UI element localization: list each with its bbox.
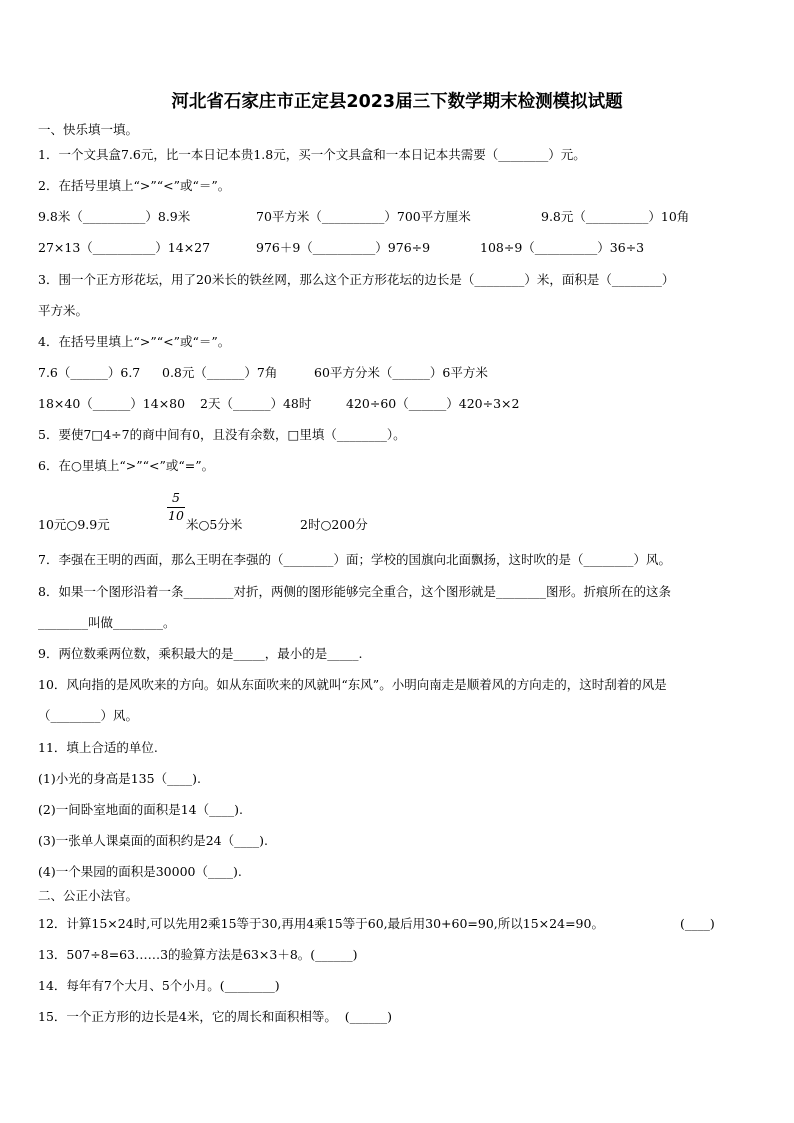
- fraction-numerator: 5: [172, 490, 180, 505]
- question-6: 6．在○里填上“>”“<”或“=”。: [38, 458, 215, 473]
- q6-item: 10元○9.9元: [38, 517, 110, 532]
- question-14: 14．每年有7个大月、5个小月。(________): [38, 978, 280, 993]
- question-2: 2．在括号里填上“>”“<”或“＝”。: [38, 178, 231, 193]
- q2-item: 976＋9（__________）976÷9: [256, 240, 431, 255]
- q11-item: (1)小光的身高是135（____).: [38, 771, 201, 786]
- q2-item: 27×13（__________）14×27: [38, 240, 211, 255]
- q2-item: 70平方米（__________）700平方厘米: [256, 209, 471, 224]
- question-12-answer: (____): [680, 916, 715, 931]
- question-3: 3．围一个正方形花坛，用了20米长的铁丝网，那么这个正方形花坛的边长是（________）米，面积是（________）: [38, 272, 675, 287]
- question-5: 5．要使7□4÷7的商中间有0，且没有余数，□里填（________）。: [38, 427, 406, 442]
- q4-item: 0.8元（______）7角: [162, 365, 278, 380]
- q11-item: (3)一张单人课桌面的面积约是24（____).: [38, 833, 268, 848]
- question-1: 1．一个文具盒7.6元，比一本日记本贵1.8元，买一个文具盒和一本日记本共需要（________）元。: [38, 147, 586, 162]
- q6-item: 2时○200分: [300, 517, 368, 532]
- page-title: 河北省石家庄市正定县2023届三下数学期末检测模拟试题: [171, 92, 623, 112]
- question-4: 4．在括号里填上“>”“<”或“＝”。: [38, 334, 231, 349]
- q11-item: (2)一间卧室地面的面积是14（____).: [38, 802, 243, 817]
- q6-item: 米○5分米: [186, 517, 243, 532]
- section-heading-2: 二、公正小法官。: [38, 888, 139, 903]
- question-10: 10．风向指的是风吹来的方向。如从东面吹来的风就叫“东风”。小明向南走是顺着风的方向走的，这时刮着的风是: [38, 677, 667, 692]
- q2-item: 9.8米（__________）8.9米: [38, 209, 191, 224]
- q11-item: (4)一个果园的面积是30000（____).: [38, 864, 242, 879]
- q2-item: 108÷9（__________）36÷3: [480, 240, 645, 255]
- q4-item: 7.6（______）6.7: [38, 365, 141, 380]
- question-15: 15．一个正方形的边长是4米，它的周长和面积相等。 (______): [38, 1009, 393, 1024]
- question-8-continued: ________叫做________。: [38, 615, 176, 630]
- q2-item: 9.8元（__________）10角: [541, 209, 690, 224]
- section-heading-1: 一、快乐填一填。: [38, 122, 139, 137]
- question-11: 11．填上合适的单位.: [38, 740, 158, 755]
- q4-item: 18×40（______）14×80: [38, 396, 186, 411]
- question-7: 7．李强在王明的西面，那么王明在李强的（________）面；学校的国旗向北面飘扬，这时吹的是（________）风。: [38, 552, 671, 567]
- question-8: 8．如果一个图形沿着一条________对折，两侧的图形能够完全重合，这个图形就是________图形。折痕所在的这条: [38, 584, 671, 599]
- q4-item: 420÷60（______）420÷3×2: [346, 396, 520, 411]
- q4-item: 60平方分米（______）6平方米: [314, 365, 488, 380]
- fraction-denominator: 10: [168, 508, 184, 523]
- fraction-five-tenths: [166, 490, 186, 524]
- question-3-continued: 平方米。: [38, 303, 89, 318]
- question-10-continued: （________）风。: [38, 708, 139, 723]
- question-9: 9．两位数乘两位数，乘积最大的是_____，最小的是_____.: [38, 646, 363, 661]
- question-13: 13．507÷8=63……3的验算方法是63×3＋8。(______): [38, 947, 358, 962]
- q4-item: 2天（______）48时: [200, 396, 312, 411]
- question-12: 12．计算15×24时,可以先用2乘15等于30,再用4乘15等于60,最后用30+60=90,所以15×24=90。: [38, 916, 604, 931]
